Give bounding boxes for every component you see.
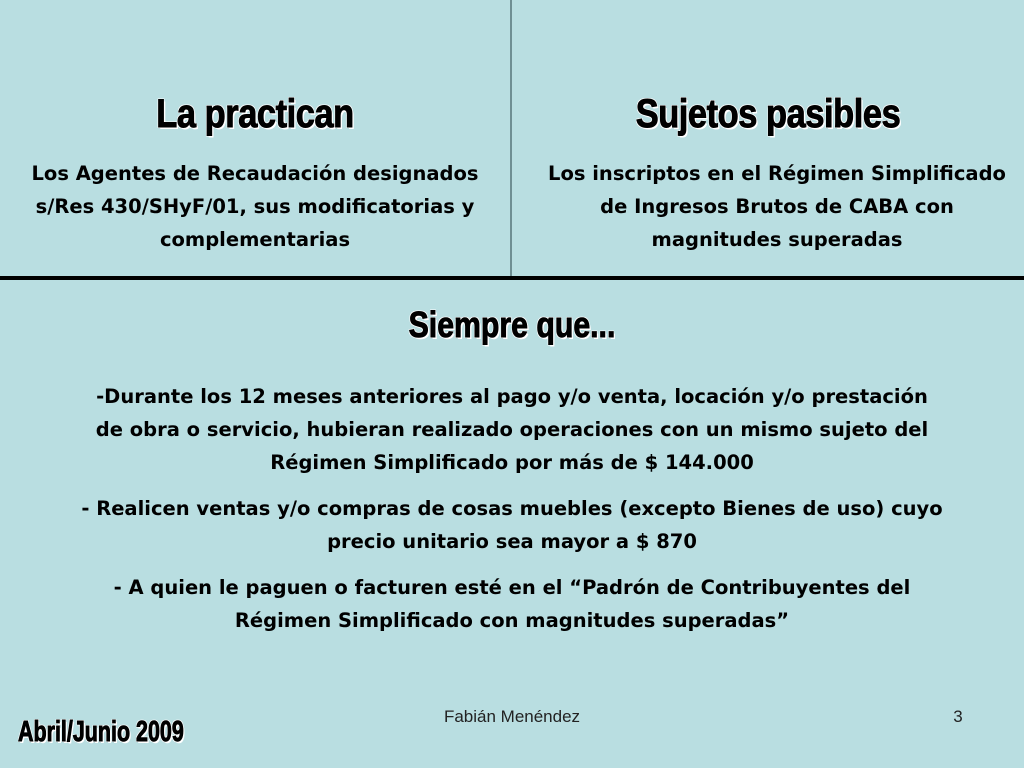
footer-date: Abril/Junio 2009 — [18, 716, 184, 748]
right-column-heading: Sujetos pasibles — [635, 92, 901, 136]
condition-item: - Realicen ventas y/o compras de cosas muebles (excepto Bienes de uso) cuyo precio unitario sea mayor a $ 870 — [81, 497, 943, 553]
footer-author: Fabián Menéndez — [443, 707, 581, 726]
condition-item: - A quien le paguen o facturen esté en el “Padrón de Contribuyentes del Régimen Simplificado con magnitudes superadas” — [113, 576, 911, 632]
footer-page-number: 3 — [953, 707, 963, 726]
condition-item: -Durante los 12 meses anteriores al pago y/o venta, locación y/o prestación de obra o servicio, hubieran realizado operaciones con un mismo sujeto del Régimen Simplificado por más de $ 144.000 — [95, 385, 929, 474]
conditions-list — [80, 380, 944, 650]
left-column-body: Los Agentes de Recaudación designados s/Res 430/SHyF/01, sus modificatorias y complementarias — [31, 162, 479, 251]
left-column-heading: La practican — [156, 92, 354, 136]
vertical-divider — [510, 0, 512, 277]
conditions-heading: Siempre que... — [408, 304, 616, 345]
right-column-body: Los inscriptos en el Régimen Simplificado de Ingresos Brutos de CABA con magnitudes superadas — [548, 162, 1006, 251]
horizontal-divider — [0, 276, 1024, 280]
